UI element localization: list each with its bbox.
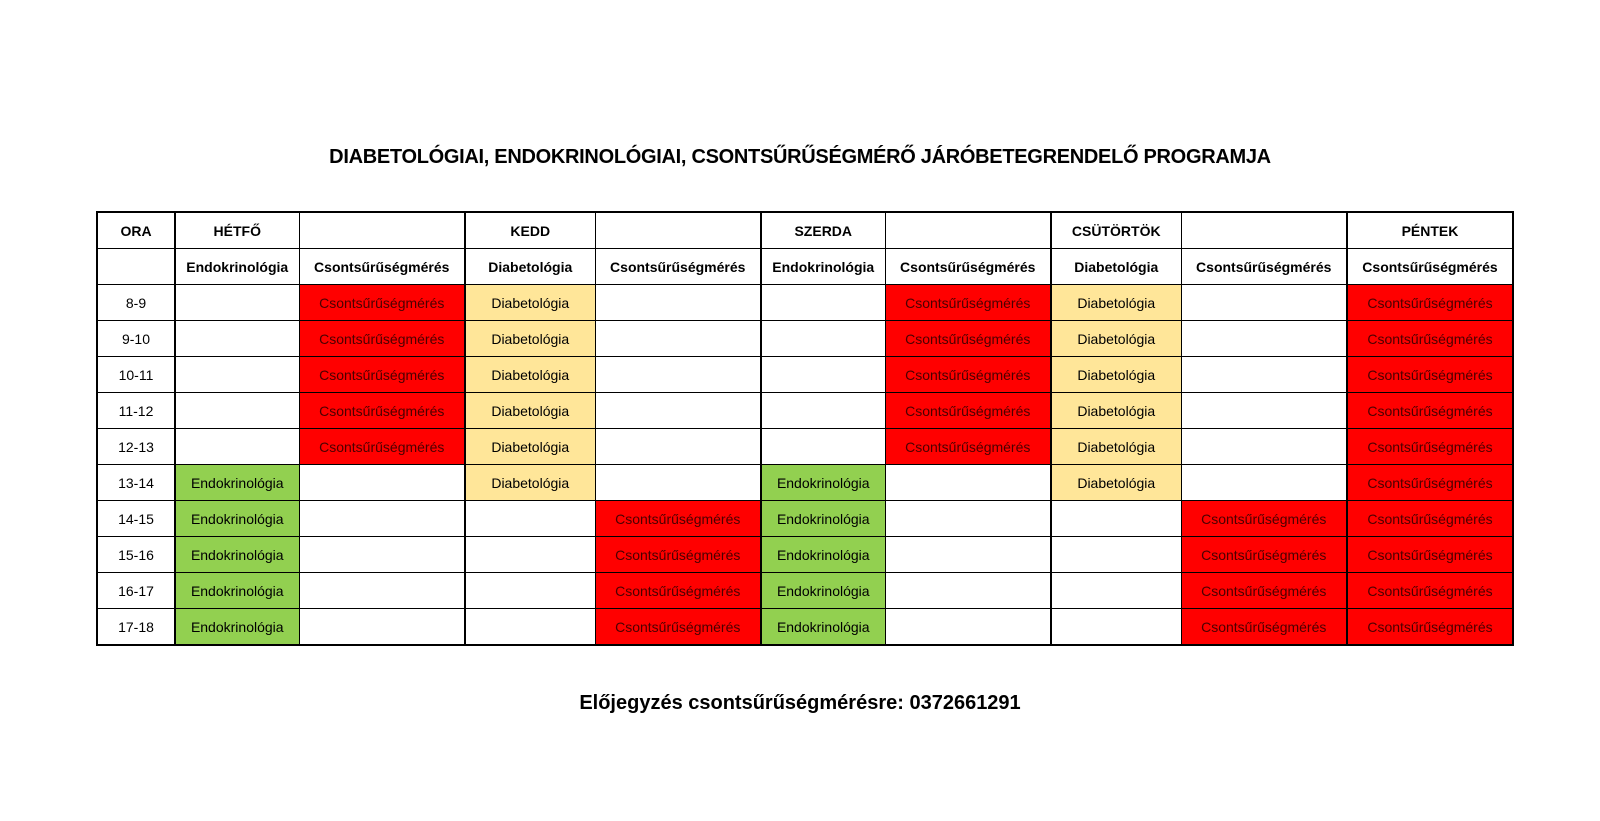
specialty-header-cell: Csontsűrűségmérés [299,249,465,285]
appointment-cell: Csontsűrűségmérés [1181,609,1347,646]
empty-cell [885,609,1051,646]
appointment-cell: Diabetológia [465,321,595,357]
empty-cell [595,429,761,465]
appointment-cell: Csontsűrűségmérés [299,321,465,357]
appointment-cell: Diabetológia [465,357,595,393]
time-slot: 11-12 [97,393,175,429]
appointment-cell: Diabetológia [1051,285,1181,321]
empty-cell [761,285,885,321]
appointment-cell: Endokrinológia [761,609,885,646]
page-title: DIABETOLÓGIAI, ENDOKRINOLÓGIAI, CSONTSŰRŰSÉGMÉRŐ JÁRÓBETEGRENDELŐ PROGRAMJA [329,146,1271,168]
empty-cell [175,285,299,321]
schedule-row [97,393,1513,429]
day-header-cell [299,212,465,249]
appointment-cell: Endokrinológia [175,465,299,501]
appointment-cell: Csontsűrűségmérés [299,393,465,429]
booking-note: Előjegyzés csontsűrűségmérésre: 0372661291 [579,692,1021,714]
day-header-cell [885,212,1051,249]
empty-cell [175,321,299,357]
empty-cell [465,537,595,573]
specialty-header-cell: Csontsűrűségmérés [1181,249,1347,285]
schedule-table [96,211,1514,646]
specialty-header-cell: Diabetológia [465,249,595,285]
empty-cell [465,573,595,609]
empty-cell [595,393,761,429]
appointment-cell: Csontsűrűségmérés [1347,429,1513,465]
appointment-cell: Csontsűrűségmérés [299,357,465,393]
empty-cell [885,465,1051,501]
empty-cell [761,393,885,429]
appointment-cell: Csontsűrűségmérés [885,357,1051,393]
appointment-cell: Diabetológia [465,393,595,429]
appointment-cell: Csontsűrűségmérés [1347,609,1513,646]
time-slot: 15-16 [97,537,175,573]
schedule-row [97,321,1513,357]
time-slot: 14-15 [97,501,175,537]
empty-cell [299,465,465,501]
time-slot: 13-14 [97,465,175,501]
appointment-cell: Diabetológia [1051,465,1181,501]
time-slot: 12-13 [97,429,175,465]
empty-cell [299,609,465,646]
time-slot: 16-17 [97,573,175,609]
empty-cell [761,429,885,465]
appointment-cell: Csontsűrűségmérés [885,285,1051,321]
time-slot: 9-10 [97,321,175,357]
empty-cell [1181,285,1347,321]
appointment-cell: Diabetológia [1051,357,1181,393]
empty-cell [1051,537,1181,573]
day-header-cell [595,212,761,249]
schedule-row [97,537,1513,573]
specialty-header-cell: Csontsűrűségmérés [885,249,1051,285]
empty-cell [299,537,465,573]
time-slot: 10-11 [97,357,175,393]
ora-header: ORA [97,212,175,249]
appointment-cell: Endokrinológia [761,465,885,501]
specialty-header-cell: Endokrinológia [761,249,885,285]
appointment-cell: Csontsűrűségmérés [299,285,465,321]
empty-cell [595,321,761,357]
day-header-cell: HÉTFŐ [175,212,299,249]
empty-cell [595,465,761,501]
appointment-cell: Csontsűrűségmérés [1181,501,1347,537]
empty-cell [885,573,1051,609]
empty-cell [761,321,885,357]
schedule-row [97,609,1513,646]
empty-cell [465,501,595,537]
appointment-cell: Endokrinológia [175,573,299,609]
day-header-cell [1181,212,1347,249]
appointment-cell: Endokrinológia [175,501,299,537]
appointment-cell: Csontsűrűségmérés [1347,465,1513,501]
appointment-cell: Diabetológia [1051,321,1181,357]
appointment-cell: Csontsűrűségmérés [595,573,761,609]
appointment-cell: Diabetológia [465,465,595,501]
empty-cell [299,573,465,609]
appointment-cell: Csontsűrűségmérés [885,393,1051,429]
appointment-cell: Csontsűrűségmérés [885,429,1051,465]
appointment-cell: Endokrinológia [761,573,885,609]
time-slot: 17-18 [97,609,175,646]
schedule-body [97,212,1513,645]
specialty-header-row [97,249,1513,285]
empty-cell [1181,465,1347,501]
empty-cell [1181,321,1347,357]
appointment-cell: Csontsűrűségmérés [1347,285,1513,321]
specialty-header-cell: Diabetológia [1051,249,1181,285]
appointment-cell: Csontsűrűségmérés [1347,573,1513,609]
schedule-row [97,573,1513,609]
appointment-cell: Csontsűrűségmérés [1347,357,1513,393]
appointment-cell: Csontsűrűségmérés [1181,573,1347,609]
empty-cell [1181,429,1347,465]
appointment-cell: Diabetológia [1051,429,1181,465]
day-header-cell: KEDD [465,212,595,249]
empty-cell [595,357,761,393]
appointment-cell: Diabetológia [465,429,595,465]
empty-cell [1051,573,1181,609]
empty-cell [761,357,885,393]
appointment-cell: Csontsűrűségmérés [1347,537,1513,573]
specialty-header-cell: Csontsűrűségmérés [1347,249,1513,285]
appointment-cell: Csontsűrűségmérés [595,501,761,537]
empty-cell [885,537,1051,573]
day-header-row [97,212,1513,249]
empty-cell [1181,393,1347,429]
day-header-cell: CSÜTÖRTÖK [1051,212,1181,249]
empty-cell [1051,609,1181,646]
appointment-cell: Diabetológia [1051,393,1181,429]
empty-cell [465,609,595,646]
appointment-cell: Csontsűrűségmérés [1347,393,1513,429]
appointment-cell: Endokrinológia [761,537,885,573]
appointment-cell: Endokrinológia [175,609,299,646]
appointment-cell: Csontsűrűségmérés [299,429,465,465]
empty-cell [175,393,299,429]
specialty-header-cell: Csontsűrűségmérés [595,249,761,285]
schedule-row [97,285,1513,321]
empty-cell [595,285,761,321]
schedule-row [97,429,1513,465]
schedule-row [97,465,1513,501]
appointment-cell: Diabetológia [465,285,595,321]
empty-cell [885,501,1051,537]
day-header-cell: SZERDA [761,212,885,249]
appointment-cell: Csontsűrűségmérés [595,537,761,573]
specialty-header-cell: Endokrinológia [175,249,299,285]
appointment-cell: Csontsűrűségmérés [1347,321,1513,357]
schedule-row [97,501,1513,537]
schedule-row [97,357,1513,393]
time-slot: 8-9 [97,285,175,321]
appointment-cell: Csontsűrűségmérés [1181,537,1347,573]
day-header-cell: PÉNTEK [1347,212,1513,249]
empty-cell [175,357,299,393]
empty-cell [1051,501,1181,537]
empty-cell [1181,357,1347,393]
appointment-cell: Csontsűrűségmérés [595,609,761,646]
appointment-cell: Endokrinológia [761,501,885,537]
appointment-cell: Endokrinológia [175,537,299,573]
appointment-cell: Csontsűrűségmérés [1347,501,1513,537]
blank-header-cell [97,249,175,285]
empty-cell [175,429,299,465]
empty-cell [299,501,465,537]
appointment-cell: Csontsűrűségmérés [885,321,1051,357]
